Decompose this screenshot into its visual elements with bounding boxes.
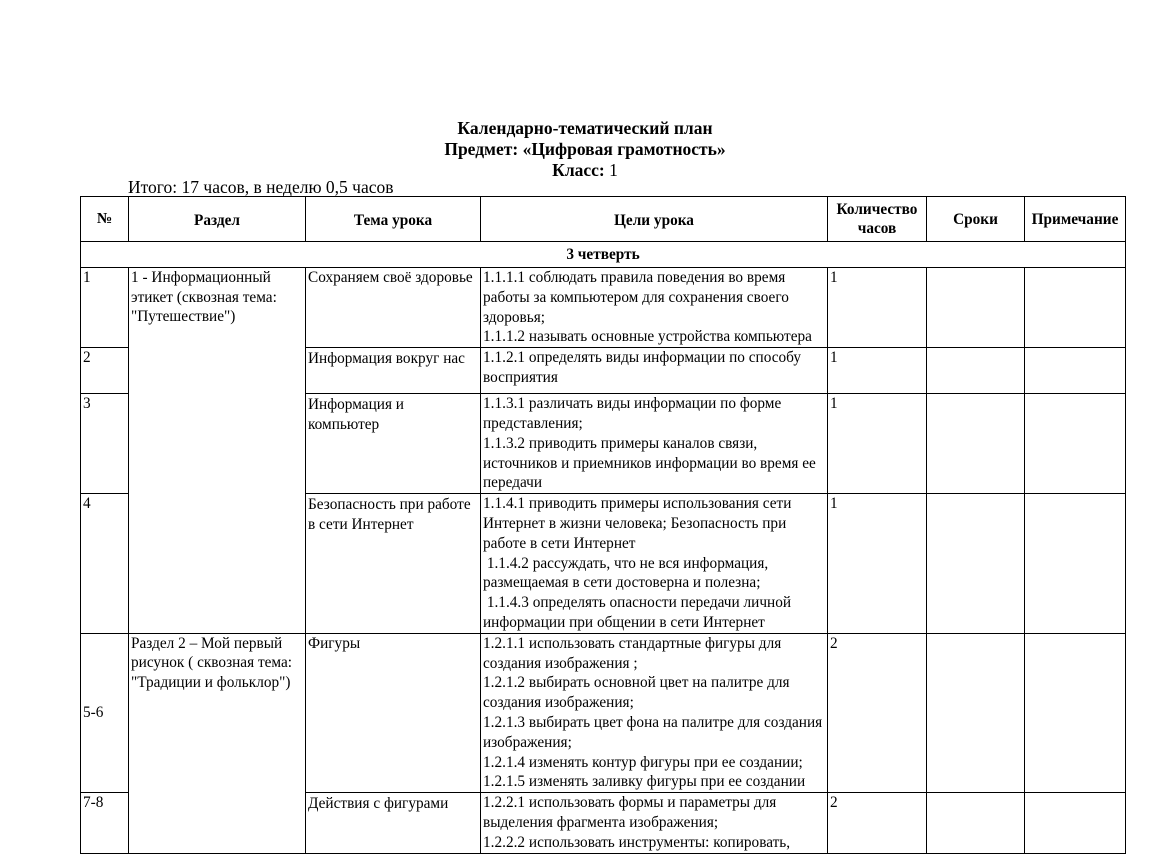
grade-label: Класс:	[552, 160, 605, 180]
cell-dates	[927, 633, 1025, 792]
cell-number: 3	[81, 394, 129, 494]
calendar-thematic-plan-table	[80, 196, 1126, 854]
cell-hours: 1	[828, 394, 927, 494]
cell-hours: 1	[828, 494, 927, 634]
cell-note	[1025, 394, 1126, 494]
cell-hours: 2	[828, 633, 927, 792]
cell-goals	[481, 494, 828, 634]
subject-value: «Цифровая грамотность»	[522, 139, 726, 159]
subject-line	[0, 139, 1170, 160]
grade-value: 1	[609, 160, 618, 180]
quarter-banner-row	[81, 242, 1126, 268]
goal-line: 1.2.1.3 выбирать цвет фона на палитре для создания изображения;	[483, 713, 827, 751]
total-hours-summary: Итого: 17 часов, в неделю 0,5 часов	[128, 177, 394, 197]
subject-label: Предмет:	[444, 139, 519, 159]
goal-line: 1.2.2.1 использовать формы и параметры для выделения фрагмента изображения;	[483, 794, 781, 831]
cell-note	[1025, 268, 1126, 348]
cell-number: 4	[81, 494, 129, 634]
column-header-hours: Количество часов	[828, 197, 927, 242]
goal-line: 1.1.1.1 соблюдать правила поведения во время работы за компьютером для сохранения своего здоровья;	[483, 269, 793, 326]
table-header	[81, 197, 1126, 242]
page-title: Календарно-тематический план	[457, 118, 713, 138]
goal-line: 1.1.3.1 различать виды информации по форме представления;	[483, 395, 786, 432]
cell-note	[1025, 633, 1126, 792]
cell-topic: Безопасность при работе в сети Интернет	[306, 494, 481, 634]
cell-topic: Фигуры	[306, 633, 481, 792]
cell-note	[1025, 348, 1126, 394]
cell-goals	[481, 348, 828, 394]
cell-number: 1	[81, 268, 129, 348]
goal-line: 1.1.3.2 приводить примеры каналов связи, источников и приемников информации во время ее передачи	[483, 434, 820, 492]
column-header-topic: Тема урока	[306, 197, 481, 242]
column-header-section: Раздел	[129, 197, 306, 242]
goal-line: 1.2.2.2 использовать инструменты: копировать,	[483, 833, 791, 851]
cell-goals	[481, 394, 828, 494]
goal-line: 1.2.1.4 изменять контур фигуры при ее создании;	[483, 753, 803, 771]
cell-goals	[481, 633, 828, 792]
goal-line: 1.1.4.2 рассуждать, что не вся информация, размещаемая в сети достоверна и полезна;	[483, 554, 773, 592]
cell-goals	[481, 793, 828, 853]
cell-hours: 1	[828, 348, 927, 394]
cell-dates	[927, 348, 1025, 394]
table-row	[81, 633, 1126, 792]
cell-hours: 2	[828, 793, 927, 853]
goal-line: 1.2.1.1 использовать стандартные фигуры для создания изображения ;	[483, 634, 786, 672]
goal-line: 1.2.1.2 выбирать основной цвет на палитре для создания изображения;	[483, 674, 794, 712]
goal-line: 1.2.1.5 изменять заливку фигуры при ее создании	[483, 773, 806, 791]
cell-number: 2	[81, 348, 129, 394]
cell-dates	[927, 268, 1025, 348]
cell-topic: Действия с фигурами	[306, 793, 481, 853]
cell-note	[1025, 793, 1126, 853]
column-header-note: Примечание	[1025, 197, 1126, 242]
cell-section: 1 - Информационный этикет (сквозная тема: "Путешествие")	[129, 268, 306, 634]
cell-number: 7-8	[81, 793, 129, 853]
cell-topic: Сохраняем своё здоровье	[306, 268, 481, 348]
table-row	[81, 268, 1126, 348]
goal-line: 1.1.1.2 называть основные устройства компьютера	[483, 328, 812, 346]
cell-topic: Информация вокруг нас	[306, 348, 481, 394]
cell-section: Раздел 2 – Мой первый рисунок ( сквозная тема: "Традиции и фольклор")	[129, 633, 306, 853]
goal-line: 1.1.4.3 определять опасности передачи личной информации при общении в сети Интернет	[483, 594, 795, 631]
cell-dates	[927, 394, 1025, 494]
goal-line: 1.1.2.1 определять виды информации по способу восприятия	[483, 349, 805, 386]
cell-dates	[927, 793, 1025, 853]
header-row	[81, 197, 1126, 242]
goal-line: 1.1.4.1 приводить примеры использования сети Интернет в жизни человека; Безопасность при работе в сети Интернет	[483, 495, 796, 552]
quarter-banner-label: 3 четверть	[81, 242, 1126, 268]
column-header-number: №	[81, 197, 129, 242]
table-body	[81, 242, 1126, 854]
cell-dates	[927, 494, 1025, 634]
column-header-dates: Сроки	[927, 197, 1025, 242]
cell-number: 5-6	[81, 633, 129, 792]
column-header-goals: Цели урока	[481, 197, 828, 242]
document-title-block	[0, 118, 1170, 181]
cell-hours: 1	[828, 268, 927, 348]
cell-note	[1025, 494, 1126, 634]
cell-topic: Информация и компьютер	[306, 394, 481, 494]
cell-goals	[481, 268, 828, 348]
